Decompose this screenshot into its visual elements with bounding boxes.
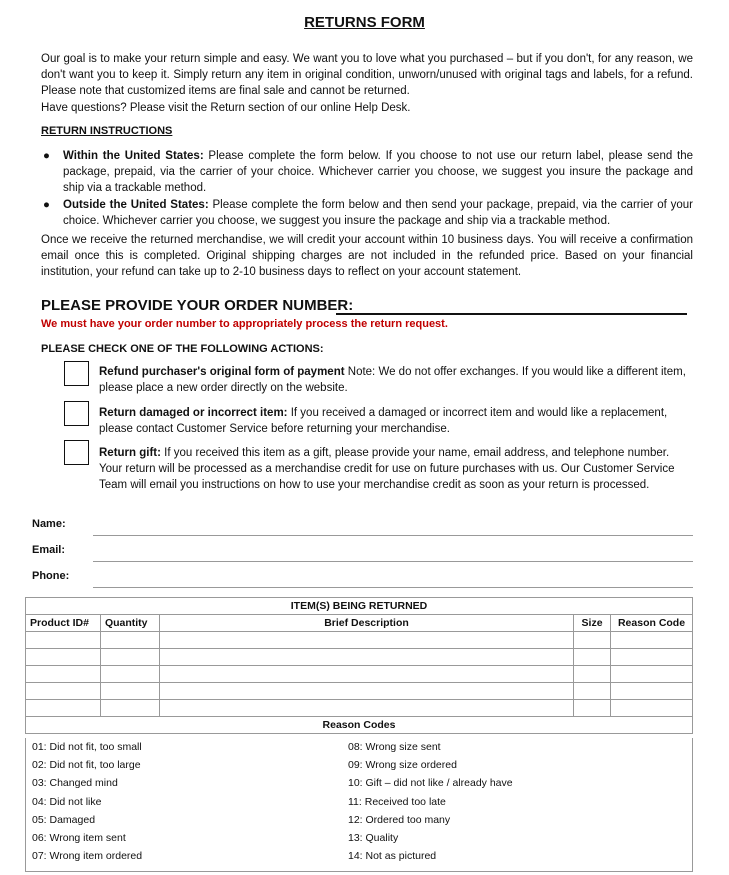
intro-help-line: Have questions? Please visit the Return section of our online Help Desk. xyxy=(41,101,411,114)
list-item: 05: Damaged xyxy=(32,813,96,826)
list-item: 12: Ordered too many xyxy=(348,813,451,826)
reason-codes-title: Reason Codes xyxy=(26,717,693,734)
intro-paragraph: Our goal is to make your return simple and easy. We want you to love what you purchased – but if you don't, for any reason, we don't want you to keep it. Simply return any item in original condition, unworn/unused with original tags and labels, for a refund. Please note that customized items are final sale and cannot be returned. xyxy=(41,53,693,98)
list-item: 09: Wrong size ordered xyxy=(348,759,457,772)
option-refund-text: Note: We do not offer exchanges. If you would like a different item, please place a new order directly on the website. xyxy=(99,366,686,395)
bullet-intl xyxy=(41,197,693,229)
order-number-label: PLEASE PROVIDE YOUR ORDER NUMBER: xyxy=(41,297,354,314)
list-item: 14: Not as pictured xyxy=(348,850,437,863)
list-item: 02: Did not fit, too large xyxy=(32,759,141,772)
order-number-warning: We must have your order number to appropriately process the return request. xyxy=(41,318,448,330)
table-row[interactable] xyxy=(26,666,693,683)
bullet-intl-text: Please complete the form below and then send your package, prepaid, via the carrier of your choice. Whichever carrier you choose, we suggest you insure the package and ship via a trackable method. xyxy=(63,198,693,227)
list-item: 06: Wrong item sent xyxy=(32,832,126,845)
order-number-field[interactable] xyxy=(336,313,687,315)
reason-codes-list xyxy=(25,738,693,872)
table-row[interactable] xyxy=(26,632,693,649)
bullet-us-text: Please complete the form below. If you choose to not use our return label, please send the package, prepaid, via the carrier of your choice. Whichever carrier you choose, we suggest you insure the package and ship via a trackable method. xyxy=(63,150,693,195)
col-quantity: Quantity xyxy=(100,615,159,632)
check-actions-heading: PLEASE CHECK ONE OF THE FOLLOWING ACTIONS: xyxy=(41,343,324,355)
name-field[interactable] xyxy=(93,535,693,536)
refund-checkbox[interactable] xyxy=(64,361,89,386)
list-item: 08: Wrong size sent xyxy=(348,741,441,753)
phone-field[interactable] xyxy=(93,587,693,588)
list-item: 01: Did not fit, too small xyxy=(32,741,142,753)
col-description: Brief Description xyxy=(159,615,573,632)
option-refund-lead: Refund purchaser's original form of payment xyxy=(99,366,345,378)
phone-label: Phone: xyxy=(32,570,70,582)
option-gift xyxy=(99,445,689,494)
bullet-dot-icon: ● xyxy=(43,150,50,162)
email-label: Email: xyxy=(32,544,66,556)
instruction-bullets xyxy=(41,148,693,229)
refund-timing-text: Once we receive the returned merchandise, we will credit your account within 10 business days. You will receive a confirmation email once this is completed. Original shipping charges are not included in the refunded price. Based on your financial institution, your refund can take up to 2-10 business days to reflect on your account statement. xyxy=(41,234,693,279)
table-row[interactable] xyxy=(26,649,693,666)
option-refund xyxy=(99,364,689,396)
intro-text xyxy=(41,51,693,116)
bullet-intl-lead: Outside the United States: xyxy=(63,198,209,211)
list-item: 03: Changed mind xyxy=(32,777,118,790)
bullet-us xyxy=(41,148,693,197)
gift-checkbox[interactable] xyxy=(64,440,89,465)
col-product-id: Product ID# xyxy=(26,615,101,632)
col-reason-code: Reason Code xyxy=(611,615,693,632)
list-item: 10: Gift – did not like / already have xyxy=(348,777,513,790)
items-table xyxy=(25,597,693,734)
table-row[interactable] xyxy=(26,700,693,717)
option-damaged-text: If you received a damaged or incorrect item and would like a replacement, please contact Customer Service before returning your merchandise. xyxy=(99,407,668,436)
return-instructions-heading: RETURN INSTRUCTIONS xyxy=(41,125,173,137)
option-gift-text: If you received this item as a gift, please provide your name, email address, and telephone number. Your return will be processed as a merchandise credit for use on future purchases with us. Our Customer Service Team will email you instructions on how to use your merchandise credit as soon as your return is processed. xyxy=(99,447,675,492)
col-size: Size xyxy=(574,615,611,632)
name-label: Name: xyxy=(32,518,66,530)
table-row[interactable] xyxy=(26,683,693,700)
list-item: 07: Wrong item ordered xyxy=(32,850,143,863)
option-damaged-lead: Return damaged or incorrect item: xyxy=(99,407,288,419)
list-item: 04: Did not like xyxy=(32,795,102,808)
option-gift-lead: Return gift: xyxy=(99,447,161,459)
form-title: RETURNS FORM xyxy=(304,14,425,31)
email-field[interactable] xyxy=(93,561,693,562)
option-damaged xyxy=(99,405,689,437)
items-table-title: ITEM(S) BEING RETURNED xyxy=(26,598,693,615)
reason-codes-left xyxy=(32,738,142,865)
bullet-us-lead: Within the United States: xyxy=(63,150,204,162)
list-item: 13: Quality xyxy=(348,832,399,845)
damaged-checkbox[interactable] xyxy=(64,401,89,426)
list-item: 11: Received too late xyxy=(348,795,446,808)
reason-codes-right xyxy=(348,738,513,865)
bullet-dot-icon: ● xyxy=(43,198,50,211)
